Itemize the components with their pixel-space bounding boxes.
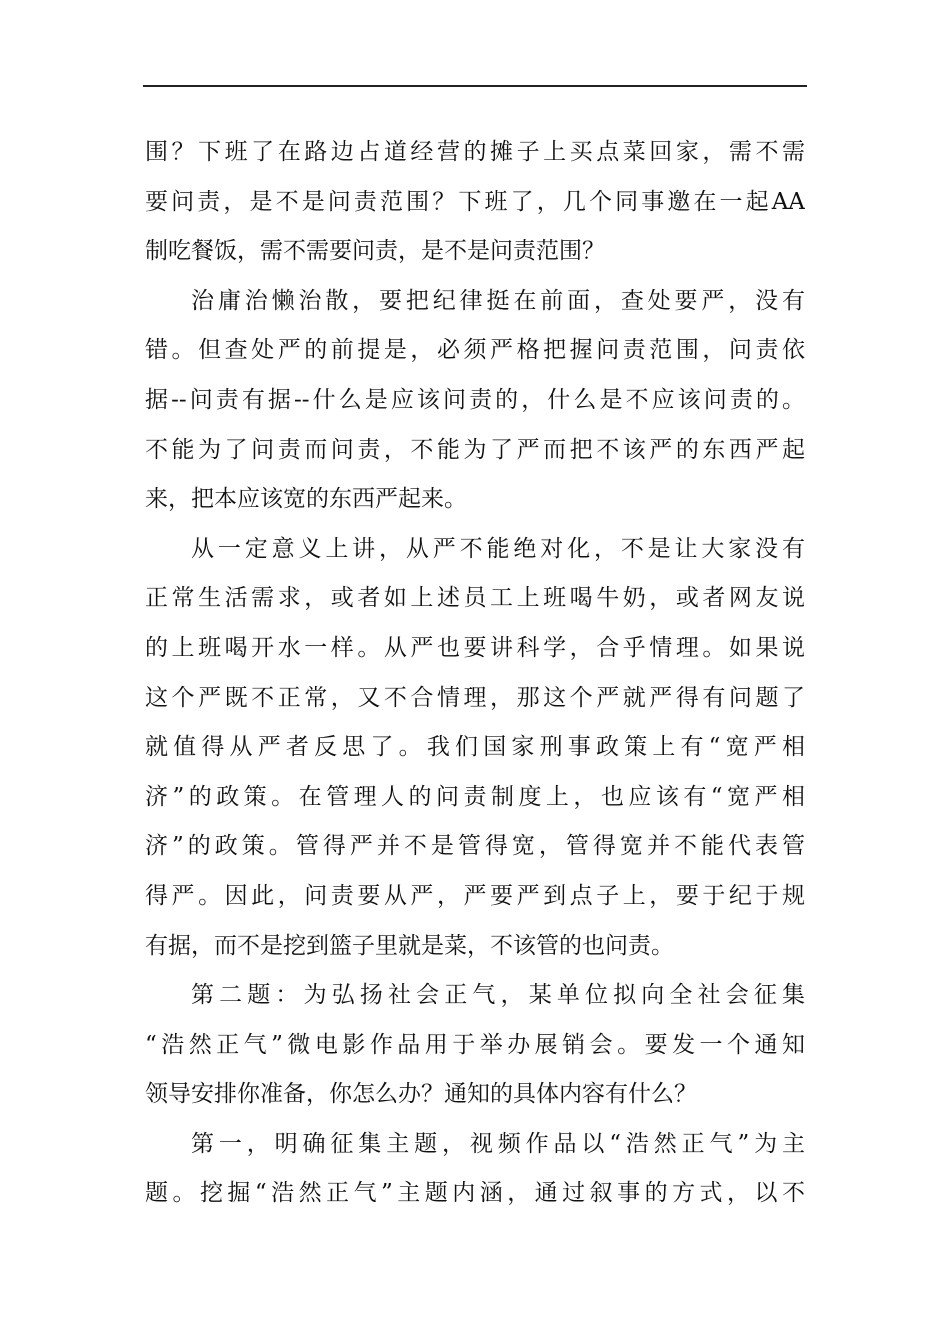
text-line: 济”的政策。管得严并不是管得宽，管得宽并不能代表管 [145, 833, 805, 860]
text-line: 第二题：为弘扬社会正气，某单位拟向全社会征集 [191, 982, 805, 1009]
text-line: 正常生活需求，或者如上述员工上班喝牛奶，或者网友说 [145, 585, 805, 612]
text-line: 有据，而不是挖到篮子里就是菜，不该管的也问责。 [145, 932, 674, 959]
text-line: 要问责，是不是问责范围？下班了，几个同事邀在一起AA [145, 188, 805, 215]
header-rule [143, 85, 807, 87]
text-line: 济”的政策。在管理人的问责制度上，也应该有“宽严相 [145, 783, 805, 810]
text-line: 的上班喝开水一样。从严也要讲科学，合乎情理。如果说 [145, 634, 805, 661]
text-line: 治庸治懒治散，要把纪律挺在前面，查处要严，没有 [191, 287, 805, 314]
text-line: 制吃餐饭，需不需要问责，是不是问责范围？ [145, 238, 605, 265]
text-line: 第一，明确征集主题，视频作品以“浩然正气”为主 [191, 1130, 805, 1157]
text-line: 错。但查处严的前提是，必须严格把握问责范围，问责依 [145, 337, 805, 364]
text-line: 领导安排你准备，你怎么办？通知的具体内容有什么？ [145, 1081, 697, 1108]
text-line: 得严。因此，问责要从严，严要严到点子上，要于纪于规 [145, 882, 805, 909]
text-line: 围？下班了在路边占道经营的摊子上买点菜回家，需不需 [145, 139, 805, 165]
text-line: 不能为了问责而问责，不能为了严而把不该严的东西严起 [145, 436, 805, 463]
document-body [145, 128, 805, 1219]
text-line: 从一定意义上讲，从严不能绝对化，不是让大家没有 [191, 535, 805, 562]
text-line: 就值得从严者反思了。我们国家刑事政策上有“宽严相 [145, 734, 805, 761]
text-line: “浩然正气”微电影作品用于举办展销会。要发一个通知 [145, 1031, 805, 1058]
text-line: 来，把本应该宽的东西严起来。 [145, 486, 467, 513]
text-line: 据--问责有据--什么是应该问责的，什么是不应该问责的。 [145, 386, 805, 413]
text-line: 题。挖掘“浩然正气”主题内涵，通过叙事的方式，以不 [145, 1180, 805, 1207]
text-line: 这个严既不正常，又不合情理，那这个严就严得有问题了 [145, 684, 805, 711]
